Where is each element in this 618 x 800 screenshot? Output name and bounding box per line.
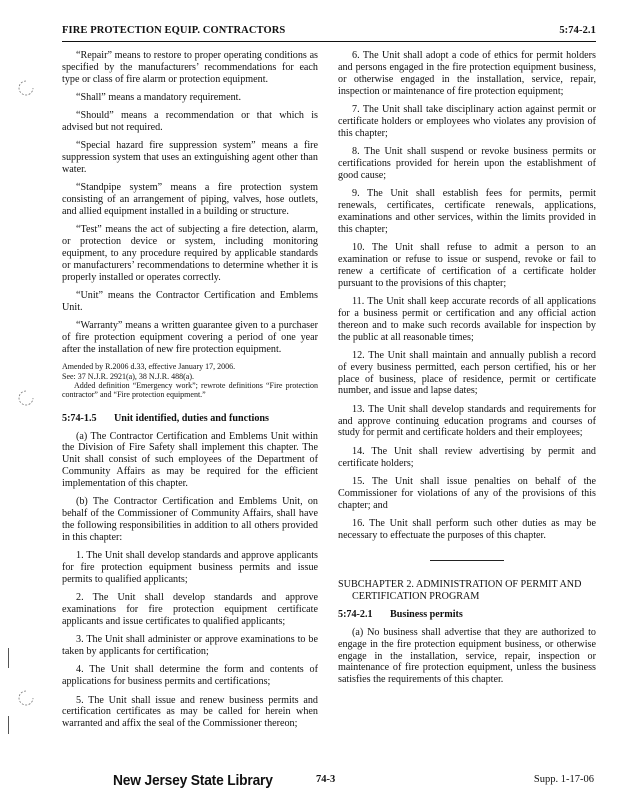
definition-repair: “Repair” means to restore to proper operating conditions as specified by the manufacturers’ recommendations for each type or class of fire alarm or protection equipment. [62,50,318,85]
left-column [62,50,318,737]
list-item: 8. The Unit shall suspend or revoke business permits or certifications provided for herein upon the establishment of good cause; [338,145,596,181]
list-item: 9. The Unit shall establish fees for permits, permit renewals, certificates, certificate renewals, applications, examinations and other services, within the limits provided in this chapter; [338,187,596,235]
header-chapter-title: FIRE PROTECTION EQUIP. CONTRACTORS [62,25,286,36]
section-title: Business permits [390,608,463,620]
list-item: 7. The Unit shall take disciplinary action against permit or certificate holders or employees who violates any provision of this chapter; [338,103,596,139]
scan-margin-mark [8,648,9,668]
definition-should: “Should” means a recommendation or that which is advised but not required. [62,110,318,134]
list-item: 6. The Unit shall adopt a code of ethics for permit holders and persons engaged in the fire protection equipment business, or otherwise engaged in the installation, service, repair, inspection or maintenance of fire protection equipment; [338,50,596,97]
page-number: 74-3 [316,774,336,785]
history-line: Amended by R.2006 d.33, effective January 17, 2006. [62,362,236,372]
section-heading [62,413,318,425]
section-title: Unit identified, duties and functions [114,412,269,424]
list-item: 13. The Unit shall develop standards and requirements for and approve continuing education programs and courses of study for permit and certificate holders and their employees; [338,403,596,439]
definition-shall: “Shall” means a mandatory requirement. [76,92,242,104]
subchapter-heading [338,579,596,603]
library-stamp: New Jersey State Library [113,772,273,789]
list-item: 15. The Unit shall issue penalties on behalf of the Commissioner for violations of any of the provisions of this chapter; and [338,475,596,511]
list-item: 11. The Unit shall keep accurate records of all applications for a business permit or certification and any official action thereon and to make such records available for inspection by the public at all reasonable times; [338,295,596,343]
subchapter-title-line: CERTIFICATION PROGRAM [352,590,480,602]
page-footer [0,770,618,794]
section-number: 5:74-1.5 [62,412,97,424]
subchapter-title-line: SUBCHAPTER 2. ADMINISTRATION OF PERMIT AND [338,578,582,590]
section-number: 5:74-2.1 [338,608,373,620]
binder-hole-mark [18,690,34,706]
header-section-number: 5:74-2.1 [559,25,596,36]
definition-warranty: “Warranty” means a written guarantee given to a purchaser of fire protection equipment covering a period of one year after the installation of new fire protection equipment. [62,320,318,356]
list-item: 16. The Unit shall perform such other duties as may be necessary to effectuate the purposes of this chapter. [338,517,596,541]
binder-hole-mark [18,390,34,406]
list-item: 10. The Unit shall refuse to admit a person to an examination or refuse to issue or suspend, revoke or fail to renew a certificate of certification of a certificate holder pursuant to the provisions of this chapter; [338,241,596,289]
paragraph: (b) The Contractor Certification and Emblems Unit, on behalf of the Commissioner of Community Affairs, shall have the following responsibilities in addition to all others provided in this chapter: [62,496,318,544]
section-divider [430,560,504,561]
history-note: Added definition “Emergency work”; rewrote definitions “Fire protection contractor” and “Fire protection equipment.” [62,380,318,400]
list-item: 4. The Unit shall determine the form and contents of applications for business permits and certifications; [62,664,318,688]
right-column [338,50,596,693]
list-item: 14. The Unit shall review advertising by permit and certificate holders; [338,445,596,469]
supplement-date: Supp. 1-17-06 [533,774,594,785]
history-line: See: 37 N.J.R. 2921(a), 38 N.J.R. 488(a). [62,371,194,381]
list-item: 5. The Unit shall issue and renew business permits and certification certificates as may be called for herein when warranted and affix the seal of the Commissioner thereon; [62,694,318,730]
scan-margin-mark [8,716,9,734]
paragraph: (a) No business shall advertise that they are authorized to engage in the fire protection equipment business, or otherwise engage in the installation, service, repair, inspection or maintenance of fire protection equipment, unless the business satisfies the requirements of this chapter. [338,626,596,686]
list-item: 1. The Unit shall develop standards and approve applicants for fire protection equipment business permits and issue permits to qualified applicants; [62,550,318,586]
definition-standpipe: “Standpipe system” means a fire protection system consisting of an arrangement of piping, valves, hose outlets, and allied equipment installed in a building or structure. [62,182,318,218]
list-item: 3. The Unit shall administer or approve examinations to be taken by applicants for certification; [62,634,318,658]
section-heading [338,609,596,621]
amendment-history [62,362,318,399]
running-header [62,25,596,42]
binder-hole-mark [18,80,34,96]
paragraph: (a) The Contractor Certification and Emblems Unit within the Division of Fire Safety shall implement this chapter. The Unit shall consist of such employees of the Department of Community Affairs as may be required for the efficient implementation of this chapter. [62,430,318,490]
definition-unit: “Unit” means the Contractor Certification and Emblems Unit. [62,290,318,314]
definition-special-hazard: “Special hazard fire suppression system” means a fire suppression system that uses an extinguishing agent other than water. [62,140,318,176]
definition-test: “Test” means the act of subjecting a fire detection, alarm, or protection device or system, including monitoring equipment, to any procedure required by applicable standards or manufacturers’ recommendations to determine whether it is properly installed or operates correctly. [62,224,318,283]
list-item: 12. The Unit shall maintain and annually publish a record of every business permitted, each person certified, his or her place of business, place of residence, permit or certificate number, and issue and lapse dates; [338,349,596,397]
list-item: 2. The Unit shall develop standards and approve examinations for fire protection equipment certificate applicants and issue certificates to qualified applicants; [62,592,318,628]
